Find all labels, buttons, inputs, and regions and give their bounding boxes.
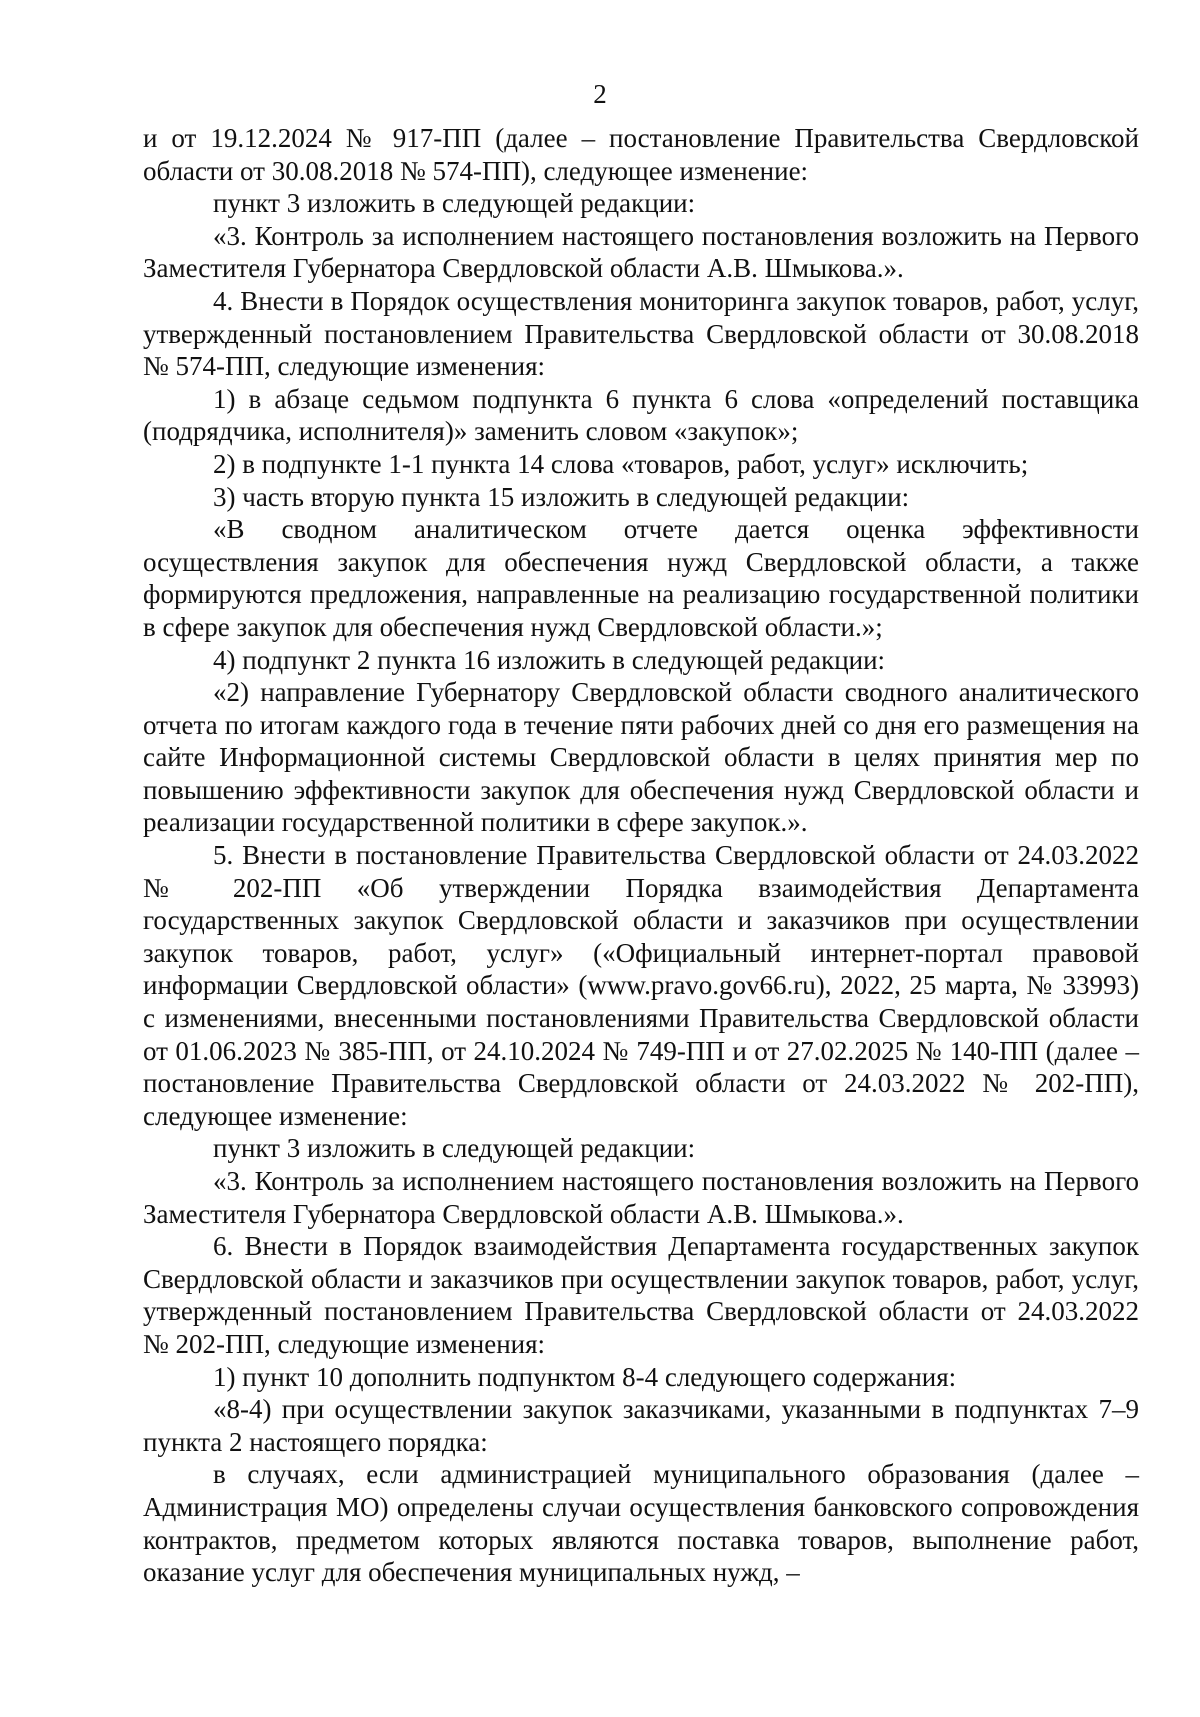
paragraph-subitem-4: 4) подпункт 2 пункта 16 изложить в следующей редакции: [213, 644, 886, 675]
paragraph-quote: «8-4) при осуществлении закупок заказчиками, указанными в подпунктах 7–9 пункта 2 настоящего порядка: [143, 1394, 1139, 1457]
paragraph-item-5: 5. Внести в постановление Правительства Свердловской области от 24.03.2022 № 202-ПП «Об утверждении Порядка взаимодействия Департамента государственных закупок Свердловской области и заказчиков при осуществлении закупок товаров, работ, услуг» («Официальный интернет-портал правовой информации Свердловской области» (www.pravo.gov66.ru), 2022, 25 марта, № 33993) с изменениями, внесенными постановлениями Правительства Свердловской области от 01.06.2023 № 385-ПП, от 24.10.2024 № 749-ПП и от 27.02.2025 № 140-ПП (далее – постановление Правительства Свердловской области от 24.03.2022 № 202-ПП), следующее изменение: [143, 840, 1139, 1131]
paragraph-subitem-2: 2) в подпункте 1-1 пункта 14 слова «товаров, работ, услуг» исключить; [213, 448, 1029, 479]
paragraph: пункт 3 изложить в следующей редакции: [213, 1133, 696, 1164]
paragraph-continuation: и от 19.12.2024 № 917-ПП (далее – постановление Правительства Свердловской области от 30.08.2018 № 574-ПП), следующее изменение: [143, 123, 1139, 186]
paragraph-item-6: 6. Внести в Порядок взаимодействия Департамента государственных закупок Свердловской области и заказчиков при осуществлении закупок товаров, работ, услуг, утвержденный постановлением Правительства Свердловской области от 24.03.2022 № 202-ПП, следующие изменения: [143, 1231, 1139, 1359]
paragraph-subitem-1: 1) в абзаце седьмом подпункта 6 пункта 6 слова «определений поставщика (подрядчика, исполнителя)» заменить словом «закупок»; [143, 383, 1139, 447]
page-number: 2 [593, 79, 607, 109]
paragraph-subitem-1: 1) пункт 10 дополнить подпунктом 8-4 следующего содержания: [213, 1361, 957, 1392]
paragraph: в случаях, если администрацией муниципального образования (далее – Администрация МО) определены случаи осуществления банковского сопровождения контрактов, предметом которых являются поставка товаров, выполнение работ, оказание услуг для обеспечения муниципальных нужд, – [143, 1459, 1139, 1588]
paragraph-quote: «3. Контроль за исполнением настоящего постановления возложить на Первого Заместителя Губернатора Свердловской области А.В. Шмыкова.». [143, 1166, 1139, 1229]
document-body [143, 122, 1139, 1589]
paragraph-quote: «В сводном аналитическом отчете дается оценка эффективности осуществления закупок для обеспечения нужд Свердловской области, а также формируются предложения, направленные на реализацию государственной политики в сфере закупок для обеспечения нужд Свердловской области.»; [143, 514, 1139, 642]
paragraph-item-4: 4. Внести в Порядок осуществления мониторинга закупок товаров, работ, услуг, утвержденный постановлением Правительства Свердловской области от 30.08.2018 № 574-ПП, следующие изменения: [143, 285, 1139, 382]
paragraph-subitem-3: 3) часть вторую пункта 15 изложить в следующей редакции: [213, 481, 910, 512]
paragraph: пункт 3 изложить в следующей редакции: [213, 188, 696, 219]
paragraph-quote: «3. Контроль за исполнением настоящего постановления возложить на Первого Заместителя Губернатора Свердловской области А.В. Шмыкова.». [143, 220, 1139, 284]
paragraph-quote: «2) направление Губернатору Свердловской области сводного аналитического отчета по итогам каждого года в течение пяти рабочих дней со дня его размещения на сайте Информационной системы Свердловской области в целях принятия мер по повышению эффективности закупок для обеспечения нужд Свердловской области и реализации государственной политики в сфере закупок.». [143, 677, 1139, 838]
